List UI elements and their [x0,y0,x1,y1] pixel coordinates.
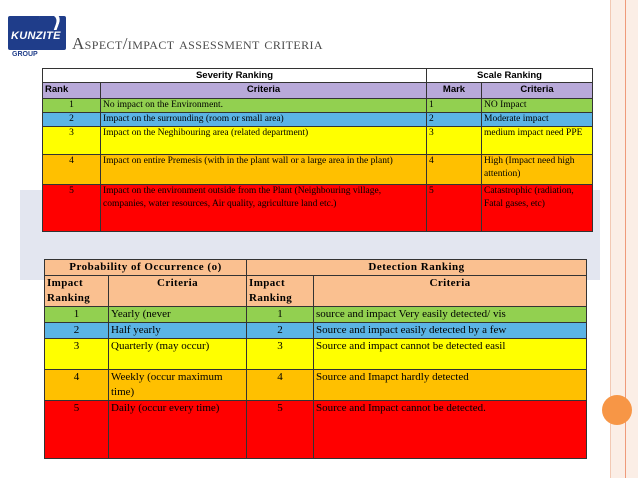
severity-ranking-header: Severity Ranking [43,69,427,83]
criteria-cell: Daily (occur every time) [109,401,247,459]
rank-cell: 4 [45,370,109,401]
probability-detection-table [44,259,587,459]
scale-cell: Moderate impact [482,113,593,127]
orange-circle-decoration [602,395,632,425]
table-row [45,323,587,339]
detection-cell: Source and Imapct hardly detected [314,370,587,401]
rank-cell: 3 [45,339,109,370]
logo-brand-text: KUNZITE [11,30,61,42]
probability-header-row [45,260,587,276]
table-row [43,99,593,113]
mark-cell: 1 [427,99,482,113]
col-rank-header: Rank [43,83,101,99]
rank-cell: 3 [43,127,101,155]
mark-cell: 5 [427,185,482,232]
mark-cell: 3 [427,127,482,155]
detection-cell: Source and impact cannot be detected easil [314,339,587,370]
detection-header: Detection Ranking [247,260,587,276]
col-criteria-header: Criteria [101,83,427,99]
rank-cell: 2 [43,113,101,127]
criteria-cell: Yearly (never [109,307,247,323]
detection-cell: Source and Impact cannot be detected. [314,401,587,459]
rank2-cell: 4 [247,370,314,401]
col-probability-criteria-header: Criteria [109,276,247,307]
mark-cell: 4 [427,155,482,185]
criteria-cell: Weekly (occur maximum time) [109,370,247,401]
col-mark-header: Mark [427,83,482,99]
table-row [43,113,593,127]
criteria-cell: Quarterly (may occur) [109,339,247,370]
table-row [45,307,587,323]
rank-cell: 5 [45,401,109,459]
severity-header-row [43,69,593,83]
table-row [43,155,593,185]
mark-cell: 2 [427,113,482,127]
scale-ranking-header: Scale Ranking [427,69,593,83]
probability-column-row [45,276,587,307]
detection-cell: source and impact Very easily detected/ vis [314,307,587,323]
col-scale-criteria-header: Criteria [482,83,593,99]
criteria-cell: Impact on entire Premesis (with in the plant wall or a large area in the plant) [101,155,427,185]
criteria-cell: Impact on the Neghibouring area (related department) [101,127,427,155]
col-detection-criteria-header: Criteria [314,276,587,307]
scale-cell: Catastrophic (radiation, Fatal gases, etc) [482,185,593,232]
col-impact-ranking-header: Impact Ranking [45,276,109,307]
criteria-cell: Half yearly [109,323,247,339]
severity-scale-table [42,68,593,232]
detection-cell: Source and impact easily detected by a few [314,323,587,339]
criteria-cell: Impact on the surrounding (room or small area) [101,113,427,127]
criteria-cell: No impact on the Environment. [101,99,427,113]
scale-cell: medium impact need PPE [482,127,593,155]
rank2-cell: 1 [247,307,314,323]
rank-cell: 2 [45,323,109,339]
rank2-cell: 2 [247,323,314,339]
rank2-cell: 3 [247,339,314,370]
rank-cell: 1 [45,307,109,323]
criteria-cell: Impact on the environment outside from the Plant (Neighbouring village, companies, water resources, Air quality, agriculture land etc.) [101,185,427,232]
rank-cell: 4 [43,155,101,185]
scale-cell: NO Impact [482,99,593,113]
table-row [45,370,587,401]
col-impact-ranking2-header: Impact Ranking [247,276,314,307]
probability-header: Probability of Occurrence (o) [45,260,247,276]
logo-sub-text: GROUP [12,51,38,58]
rank-cell: 5 [43,185,101,232]
rank2-cell: 5 [247,401,314,459]
table-row [43,185,593,232]
table-row [43,127,593,155]
scale-cell: High (Impact need high attention) [482,155,593,185]
kunzite-logo [8,16,66,60]
severity-column-row [43,83,593,99]
table-row [45,401,587,459]
page-title: Aspect/impact assessment criteria [72,34,323,53]
table-row [45,339,587,370]
rank-cell: 1 [43,99,101,113]
